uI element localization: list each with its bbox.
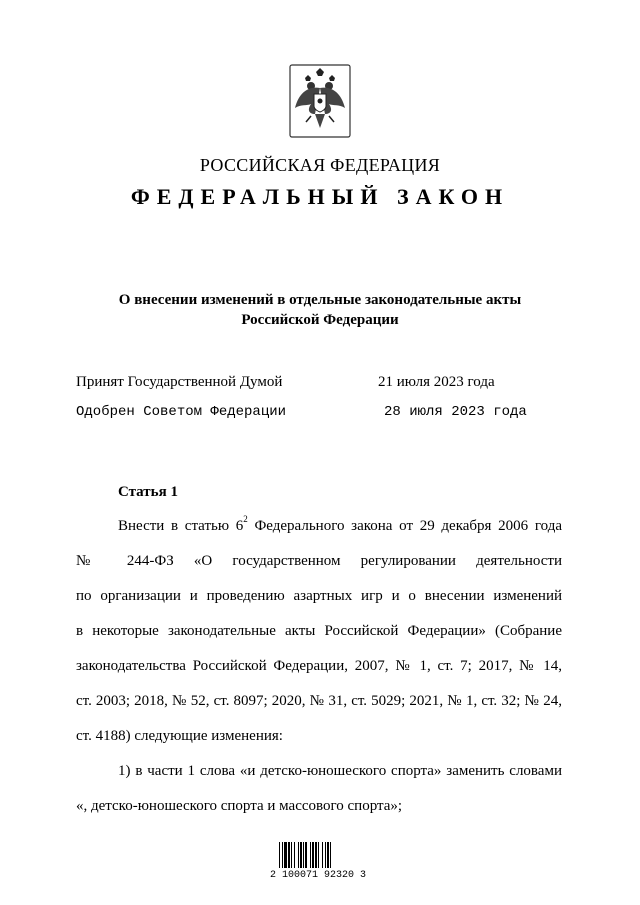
approved-council-date: 28 июля 2023 года [384,404,527,420]
document-type-heading: ФЕДЕРАЛЬНЫЙ ЗАКОН [130,184,510,209]
item-text-line: 1) в части 1 слова «и детско-юношеского спорта» заменить словами [118,763,562,779]
country-heading: РОССИЙСКАЯ ФЕДЕРАЦИЯ [199,155,441,175]
item-text-line: «, детско-юношеского спорта и массового спорта»; [76,798,403,814]
barcode-icon [278,842,362,870]
article-heading: Статья 1 [118,484,178,500]
law-title-line: Российской Федерации [241,312,399,328]
article-text-line: ст. 4188) следующие изменения: [76,728,283,744]
law-title [90,290,550,330]
article-text-line: в некоторые законодательные акты Российской Федерации» (Собрание [76,623,562,639]
article-text-line: № 244-ФЗ «О государственном регулировании деятельности [76,553,562,569]
article-text-line: ст. 2003; 2018, № 52, ст. 8097; 2020, № 31, ст. 5029; 2021, № 1, ст. 32; № 24, [76,693,562,709]
adopted-duma-date: 21 июля 2023 года [378,374,495,390]
article-text-line: по организации и проведению азартных игр и о внесении изменений [76,588,562,604]
adopted-duma-label: Принят Государственной Думой [76,374,283,390]
superscript: 2 [243,514,248,524]
barcode-number: 2 100071 92320 3 [270,870,367,881]
approved-council-label: Одобрен Советом Федерации [76,404,287,420]
russian-coat-of-arms-icon [289,64,351,138]
article-text-line: законодательства Российской Федерации, 2007, № 1, ст. 7; 2017, № 14, [76,658,562,674]
article-text-line: Внести в статью $6^2$ Федерального закона от 29 декабря 2006 года [118,514,562,534]
law-title-line: О внесении изменений в отдельные законодательные акты [118,292,522,308]
